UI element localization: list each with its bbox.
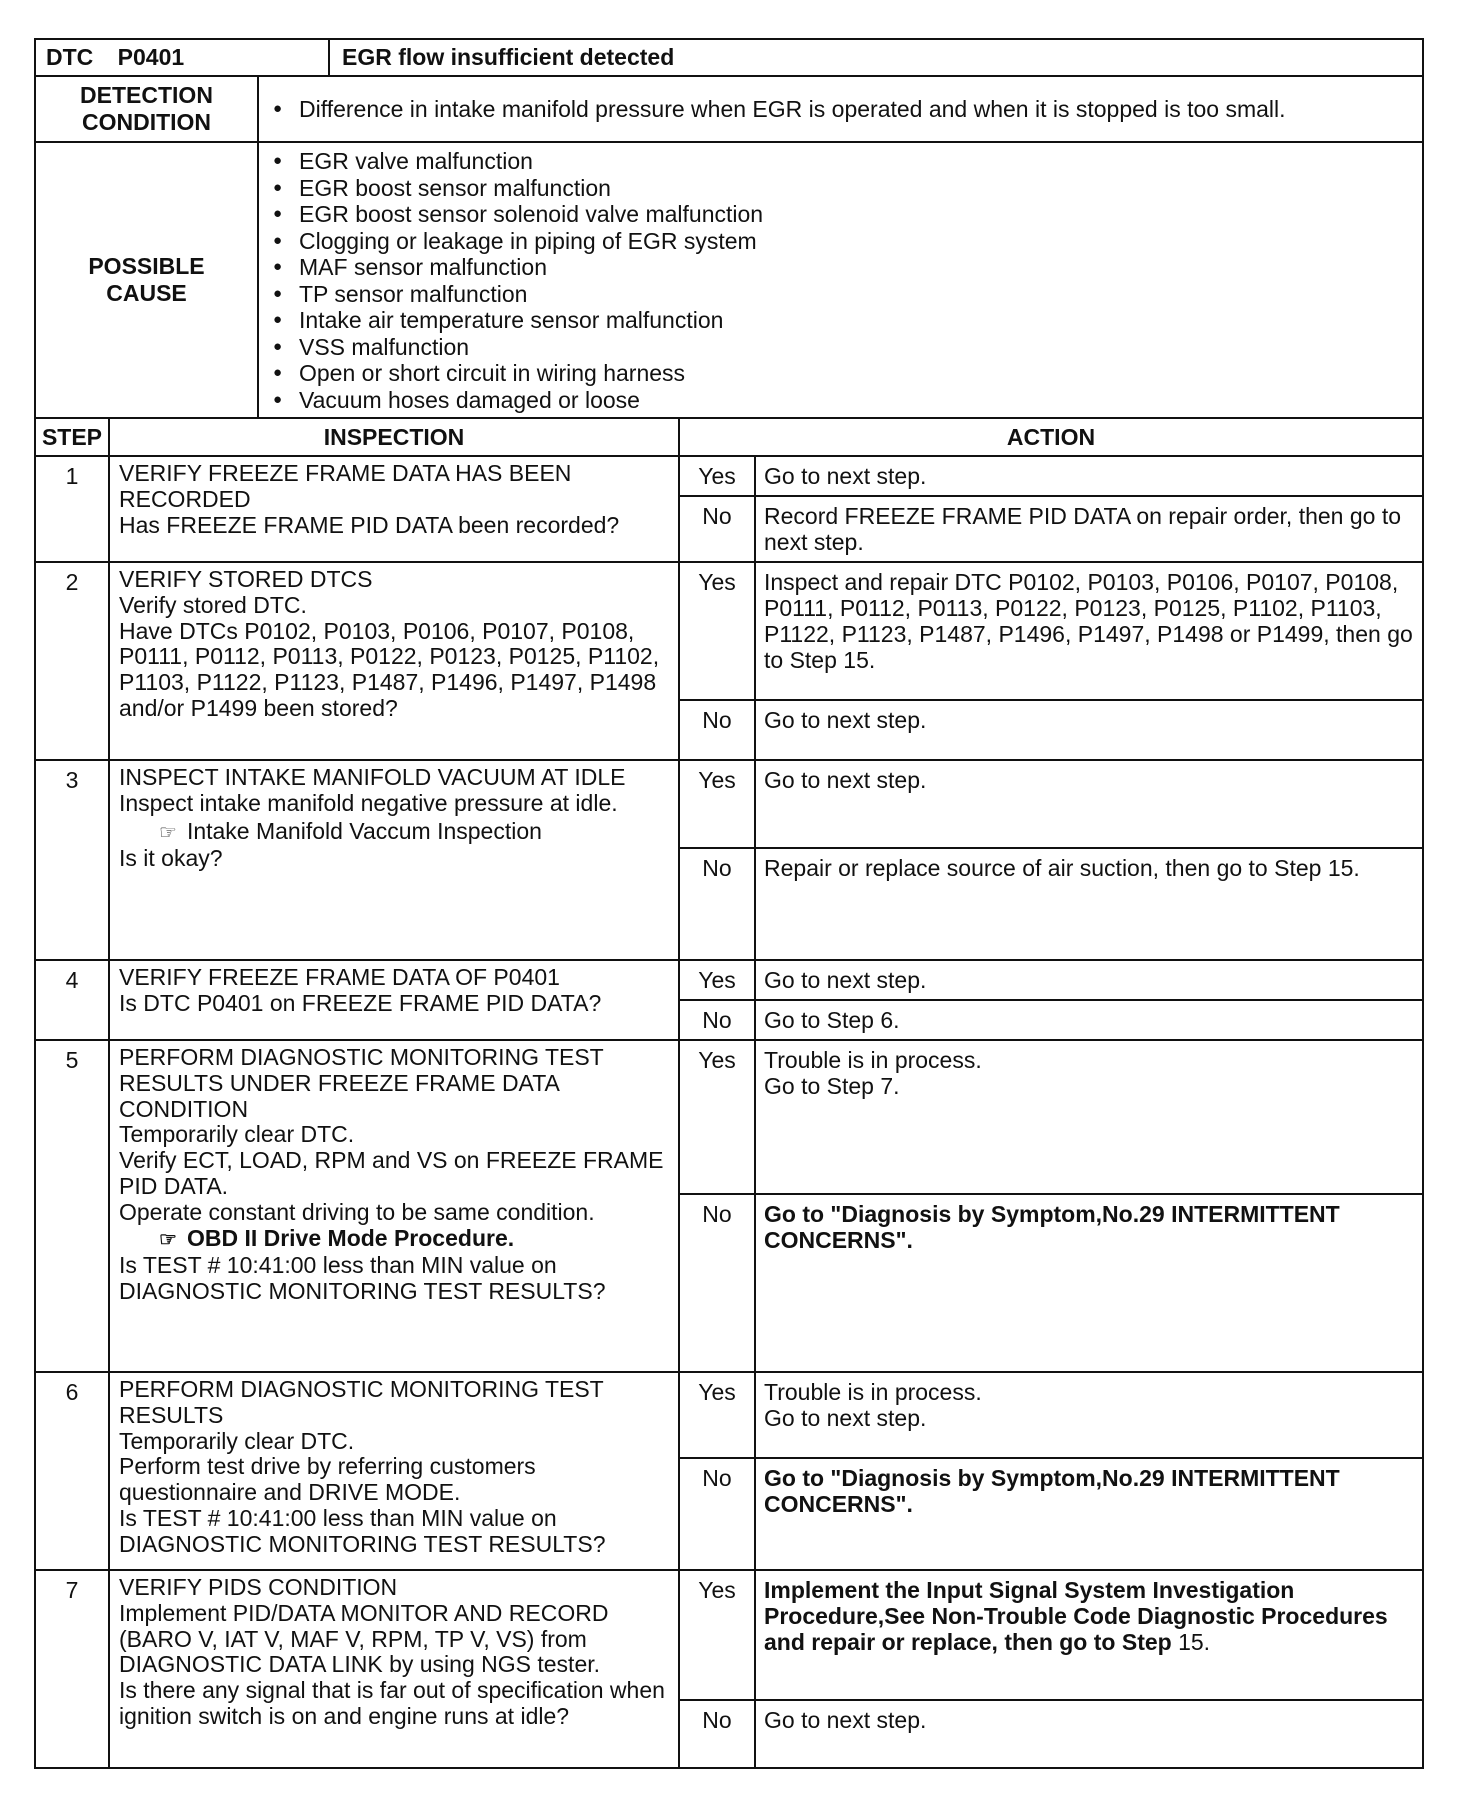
step-number: 5 <box>35 1040 109 1372</box>
step-number: 6 <box>35 1372 109 1570</box>
cause-item: ● Intake air temperature sensor malfunction <box>271 307 1422 334</box>
dtc-title: EGR flow insufficient detected <box>329 39 1423 76</box>
cause-item: ● Vacuum hoses damaged or loose <box>271 387 1422 414</box>
dtc-code: P0401 <box>117 44 185 70</box>
yes-action: Go to next step. <box>755 960 1423 1000</box>
step-inspection: PERFORM DIAGNOSTIC MONITORING TEST RESULTS Temporarily clear DTC. Perform test drive by referring customers questionnaire and DRIVE MODE. Is TEST # 10:41:00 less than MIN value on DIAGNOSTIC MONITORING TEST RESULTS? <box>109 1372 679 1570</box>
step-inspection: VERIFY STORED DTCS Verify stored DTC. Have DTCs P0102, P0103, P0106, P0107, P0108, P0111, P0112, P0113, P0122, P0123, P0125, P1102, P1103, P1122, P1123, P1487, P1496, P1497, P1498 and/or P1499 been stored? <box>109 562 679 760</box>
yes-action: Inspect and repair DTC P0102, P0103, P0106, P0107, P0108, P0111, P0112, P0113, P0122, P0123, P0125, P1102, P1103, P1122, P1123, P1487, P1496, P1497, P1498 or P1499, then go to Step 15. <box>755 562 1423 700</box>
step-number: 4 <box>35 960 109 1040</box>
yes-action: Implement the Input Signal System Investigation Procedure,See Non-Trouble Code Diagnostic Procedures and repair or replace, then go to Step 15. <box>755 1570 1423 1700</box>
cause-item: ● EGR boost sensor malfunction <box>271 175 1422 202</box>
step-inspection: VERIFY FREEZE FRAME DATA HAS BEEN RECORDED Has FREEZE FRAME PID DATA been recorded? <box>109 456 679 562</box>
detection-condition-label: DETECTION CONDITION <box>35 76 258 142</box>
cause-item: ● Open or short circuit in wiring harness <box>271 360 1422 387</box>
cause-item: ● TP sensor malfunction <box>271 281 1422 308</box>
yes-label: Yes <box>679 760 755 848</box>
no-label: No <box>679 848 755 960</box>
step-row-2 <box>35 562 1423 700</box>
diagnostic-sheet <box>34 38 1424 1769</box>
step-number: 2 <box>35 562 109 760</box>
no-action: Repair or replace source of air suction, then go to Step 15. <box>755 848 1423 960</box>
no-label: No <box>679 496 755 562</box>
no-action: Go to next step. <box>755 700 1423 760</box>
no-label: No <box>679 700 755 760</box>
dtc-code-cell <box>35 39 329 76</box>
no-action: Record FREEZE FRAME PID DATA on repair order, then go to next step. <box>755 496 1423 562</box>
step-inspection: VERIFY FREEZE FRAME DATA OF P0401 Is DTC P0401 on FREEZE FRAME PID DATA? <box>109 960 679 1040</box>
yes-action: Go to next step. <box>755 456 1423 496</box>
step-row-3 <box>35 760 1423 848</box>
step-inspection: VERIFY PIDS CONDITION Implement PID/DATA MONITOR AND RECORD (BARO V, IAT V, MAF V, RPM, TP V, VS) from DIAGNOSTIC DATA LINK by using NGS tester. Is there any signal that is far out of specification when ignition switch is on and engine runs at idle? <box>109 1570 679 1768</box>
yes-action: Trouble is in process. Go to next step. <box>755 1372 1423 1458</box>
no-action: Go to "Diagnosis by Symptom,No.29 INTERMITTENT CONCERNS". <box>755 1458 1423 1570</box>
pointing-hand-icon: ☞ <box>159 821 177 844</box>
step-row-4 <box>35 960 1423 1000</box>
step-row-6 <box>35 1372 1423 1458</box>
no-action: Go to Step 6. <box>755 1000 1423 1040</box>
no-label: No <box>679 1194 755 1372</box>
possible-cause-list <box>258 142 1423 418</box>
no-label: No <box>679 1000 755 1040</box>
step-number: 3 <box>35 760 109 960</box>
col-step-header: STEP <box>35 418 109 456</box>
dtc-label: DTC <box>46 44 94 70</box>
yes-label: Yes <box>679 562 755 700</box>
cause-item: ● EGR boost sensor solenoid valve malfunction <box>271 201 1422 228</box>
step-inspection: INSPECT INTAKE MANIFOLD VACUUM AT IDLE Inspect intake manifold negative pressure at idle. ☞ Intake Manifold Vaccum Inspection Is it okay? <box>109 760 679 960</box>
step-number: 1 <box>35 456 109 562</box>
yes-label: Yes <box>679 456 755 496</box>
pointing-hand-icon: ☞ <box>159 1228 177 1251</box>
reference-link[interactable]: ☞ OBD II Drive Mode Procedure. <box>159 1224 515 1251</box>
no-action: Go to "Diagnosis by Symptom,No.29 INTERMITTENT CONCERNS". <box>755 1194 1423 1372</box>
step-row-1 <box>35 456 1423 496</box>
col-inspection-header: INSPECTION <box>109 418 679 456</box>
no-action: Go to next step. <box>755 1700 1423 1768</box>
yes-label: Yes <box>679 1040 755 1194</box>
yes-label: Yes <box>679 1570 755 1700</box>
possible-cause-label: POSSIBLE CAUSE <box>35 142 258 418</box>
step-number: 7 <box>35 1570 109 1768</box>
yes-label: Yes <box>679 1372 755 1458</box>
yes-action: Trouble is in process. Go to Step 7. <box>755 1040 1423 1194</box>
dtc-header-table <box>34 38 1424 419</box>
no-label: No <box>679 1458 755 1570</box>
reference-link[interactable]: ☞ Intake Manifold Vaccum Inspection <box>159 817 542 844</box>
cause-item: ● VSS malfunction <box>271 334 1422 361</box>
steps-table <box>34 417 1424 1769</box>
cause-item: ● Clogging or leakage in piping of EGR system <box>271 228 1422 255</box>
col-action-header: ACTION <box>679 418 1423 456</box>
step-row-5 <box>35 1040 1423 1194</box>
cause-item: ● MAF sensor malfunction <box>271 254 1422 281</box>
step-row-7 <box>35 1570 1423 1700</box>
no-label: No <box>679 1700 755 1768</box>
cause-item: ● EGR valve malfunction <box>271 148 1422 175</box>
yes-label: Yes <box>679 960 755 1000</box>
detection-condition-text: ● Difference in intake manifold pressure when EGR is operated and when it is stopped is too small. <box>258 76 1423 142</box>
yes-action: Go to next step. <box>755 760 1423 848</box>
step-inspection: PERFORM DIAGNOSTIC MONITORING TEST RESULTS UNDER FREEZE FRAME DATA CONDITION Temporarily clear DTC. Verify ECT, LOAD, RPM and VS on FREEZE FRAME PID DATA. Operate constant driving to be same condition. ☞ OBD II Drive Mode Procedure. Is TEST # 10:41:00 less than MIN value on DIAGNOSTIC MONITORING TEST RESULTS? <box>109 1040 679 1372</box>
